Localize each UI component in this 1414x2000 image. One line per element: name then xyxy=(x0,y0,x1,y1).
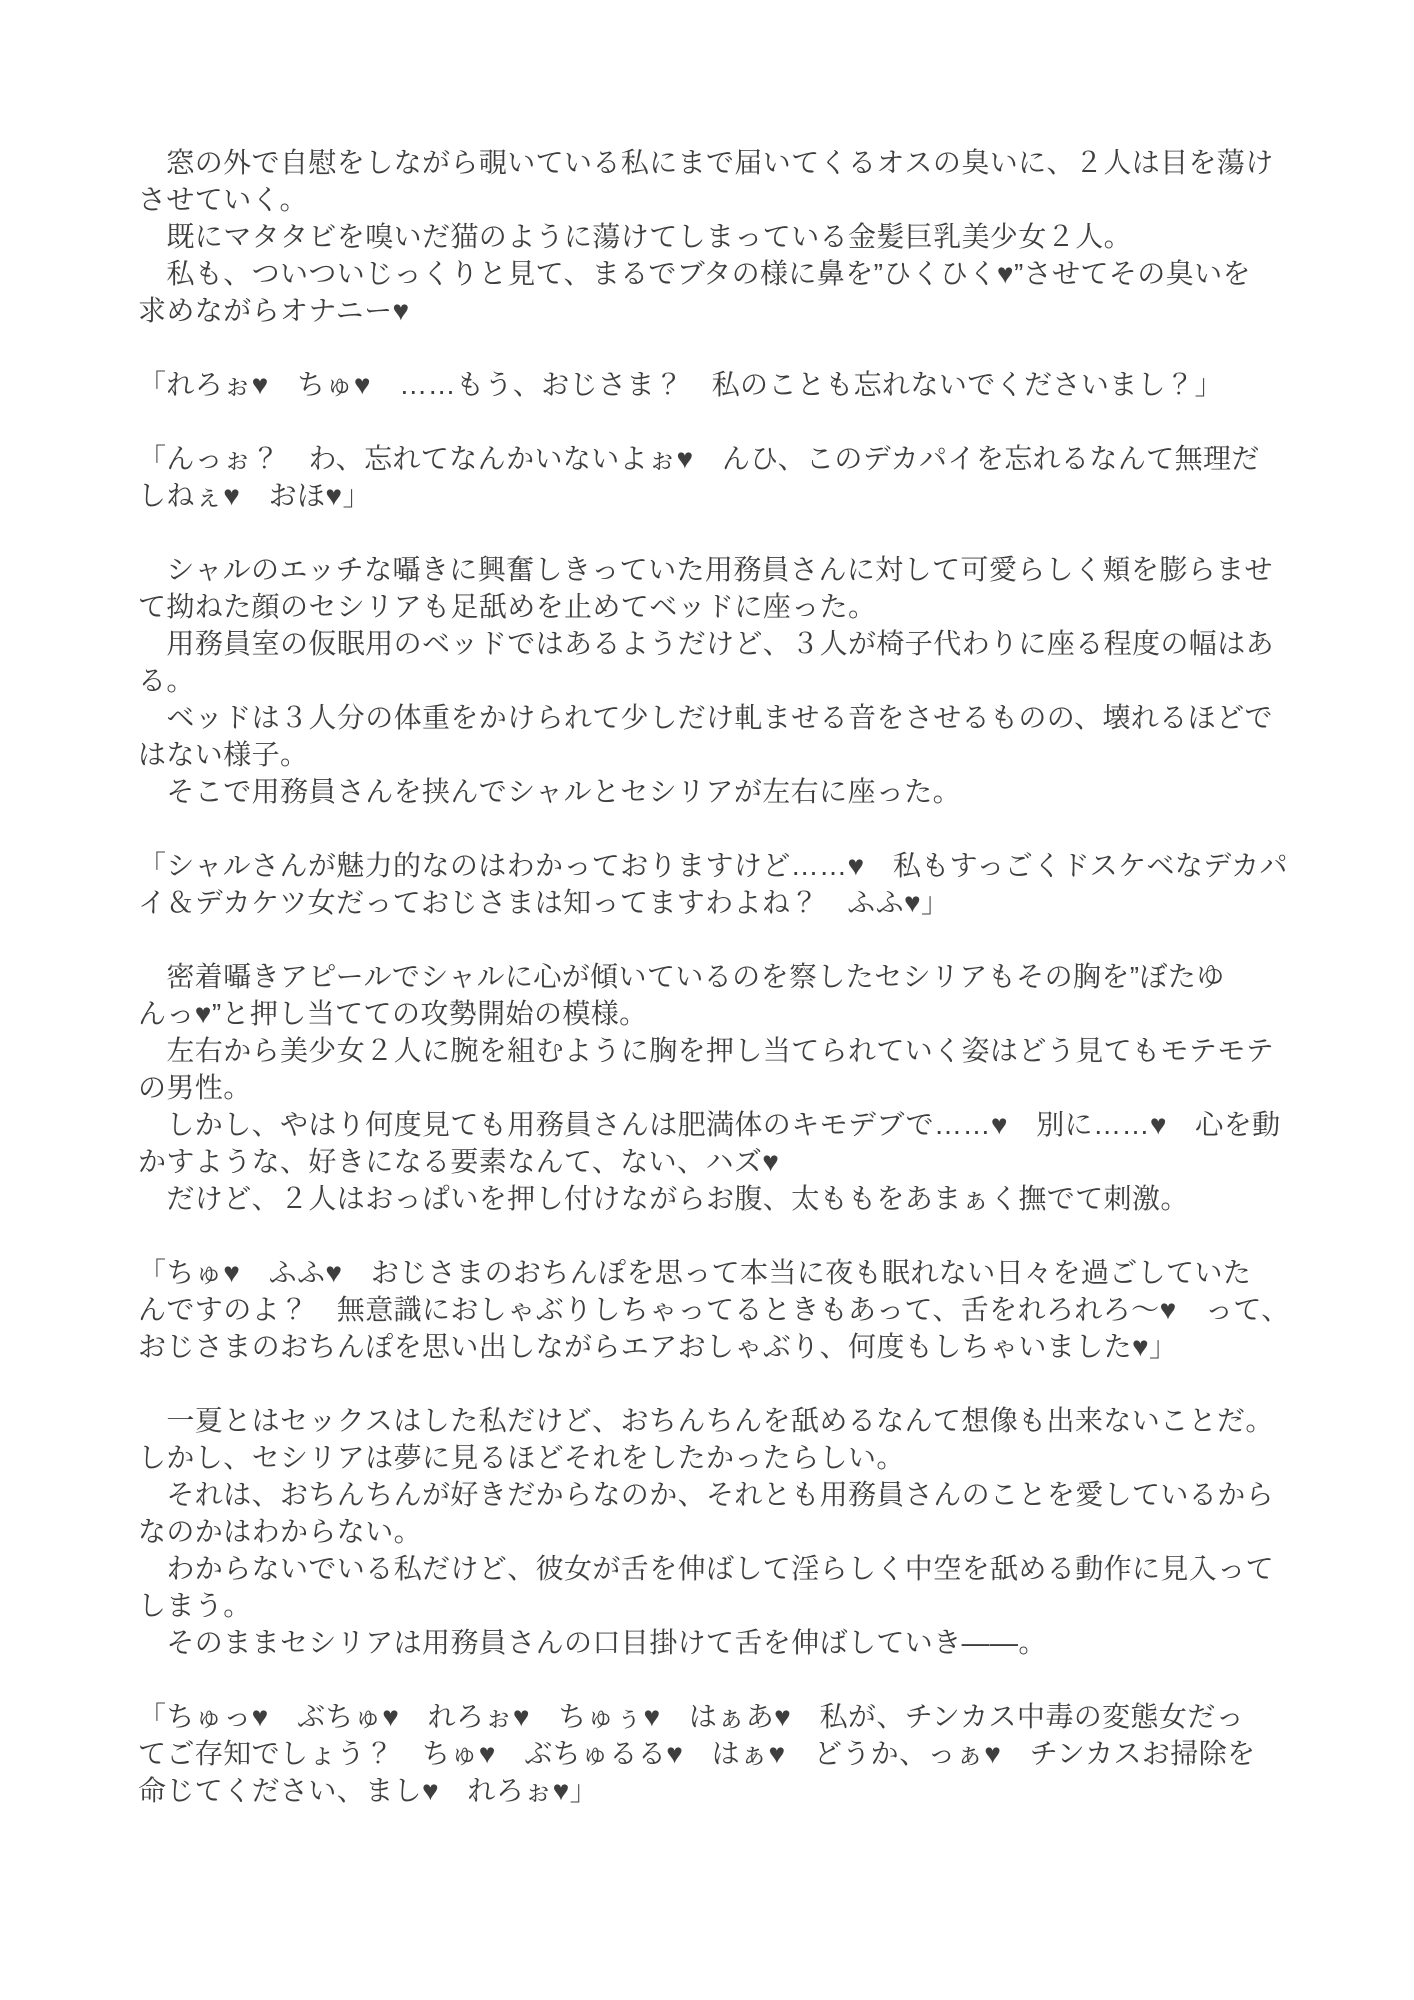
text-line: 「れろぉ♥ ちゅ♥ ……もう、おじさま？ 私のことも忘れないでくださいまし？」 xyxy=(138,369,1223,400)
text-line: ベッドは３人分の体重をかけられて少しだけ軋ませる音をさせるものの、壊れるほどで xyxy=(138,702,1273,733)
text-line: おじさまのおちんぽを思い出しながらエアおしゃぶり、何度もしちゃいました♥」 xyxy=(138,1331,1178,1362)
paragraph xyxy=(138,366,1294,403)
paragraph xyxy=(138,440,1294,514)
text-line: させていく。 xyxy=(138,184,308,215)
text-line: そのままセシリアは用務員さんの口目掛けて舌を伸ばしていき――。 xyxy=(138,1627,1047,1658)
story-text xyxy=(138,144,1294,1809)
text-line: シャルのエッチな囁きに興奮しきっていた用務員さんに対して可愛らしく頬を膨らませ xyxy=(138,554,1273,585)
text-line: 「ちゅ♥ ふふ♥ おじさまのおちんぽを思って本当に夜も眠れない日々を過ごしていた xyxy=(138,1257,1252,1288)
text-line: それは、おちんちんが好きだからなのか、それとも用務員さんのことを愛しているから xyxy=(138,1479,1275,1510)
text-line: そこで用務員さんを挟んでシャルとセシリアが左右に座った。 xyxy=(138,776,962,807)
text-line: 「ちゅっ♥ ぶちゅ♥ れろぉ♥ ちゅぅ♥ はぁあ♥ 私が、チンカス中毒の変態女だっ xyxy=(138,1701,1245,1732)
text-line: 用務員室の仮眠用のベッドではあるようだけど、３人が椅子代わりに座る程度の幅はあ xyxy=(138,628,1275,659)
text-line: 「んっぉ？ わ、忘れてなんかいないよぉ♥ んひ、このデカパイを忘れるなんて無理だ xyxy=(138,443,1260,474)
text-line: 私も、ついついじっくりと見て、まるでブタの様に鼻を”ひくひく♥”させてその臭いを xyxy=(138,258,1251,289)
text-line: んっ♥”と押し当てての攻勢開始の模様。 xyxy=(138,998,648,1029)
text-line: 密着囁きアピールでシャルに心が傾いているのを察したセシリアもその胸を”ぼたゆ xyxy=(138,961,1225,992)
text-line: はない様子。 xyxy=(138,739,309,770)
text-line: わからないでいる私だけど、彼女が舌を伸ばして淫らしく中空を舐める動作に見入って xyxy=(138,1553,1275,1584)
text-line: しかし、セシリアは夢に見るほどそれをしたかったらしい。 xyxy=(138,1442,905,1473)
text-line: 求めながらオナニー♥ xyxy=(138,295,410,326)
text-line: 窓の外で自慰をしながら覗いている私にまで届いてくるオスの臭いに、２人は目を蕩け xyxy=(138,147,1274,178)
text-line: しまう。 xyxy=(138,1590,252,1621)
paragraph xyxy=(138,144,1294,329)
paragraph xyxy=(138,551,1294,810)
paragraph xyxy=(138,1698,1294,1809)
text-line: る。 xyxy=(138,665,195,696)
text-line: 既にマタタビを嗅いだ猫のように蕩けてしまっている金髪巨乳美少女２人。 xyxy=(138,221,1133,252)
text-line: て拗ねた顔のセシリアも足舐めを止めてベッドに座った。 xyxy=(138,591,877,622)
paragraph xyxy=(138,847,1294,921)
text-line: 一夏とはセックスはした私だけど、おちんちんを舐めるなんて想像も出来ないことだ。 xyxy=(138,1405,1274,1436)
text-line: 命じてください、まし♥ れろぉ♥」 xyxy=(138,1775,599,1806)
text-line: の男性。 xyxy=(138,1072,252,1103)
text-line: 左右から美少女２人に腕を組むように胸を押し当てられていく姿はどう見てもモテモテ xyxy=(138,1035,1275,1066)
text-line: かすような、好きになる要素なんて、ない、ハズ♥ xyxy=(138,1146,780,1177)
text-line: なのかはわからない。 xyxy=(138,1516,423,1547)
paragraph xyxy=(138,1254,1294,1365)
paragraph xyxy=(138,958,1294,1217)
paragraph xyxy=(138,1402,1294,1661)
text-line: てご存知でしょう？ ちゅ♥ ぶちゅるる♥ はぁ♥ どうか、っぁ♥ チンカスお掃除を xyxy=(138,1738,1256,1769)
text-line: んですのよ？ 無意識におしゃぶりしちゃってるときもあって、舌をれろれろ～♥ って、 xyxy=(138,1294,1290,1325)
text-line: 「シャルさんが魅力的なのはわかっておりますけど……♥ 私もすっごくドスケベなデカパ xyxy=(138,850,1288,881)
text-line: だけど、２人はおっぱいを押し付けながらお腹、太ももをあまぁく撫でて刺激。 xyxy=(138,1183,1189,1214)
text-line: しかし、やはり何度見ても用務員さんは肥満体のキモデブで……♥ 別に……♥ 心を動 xyxy=(138,1109,1281,1140)
text-line: しねぇ♥ おほ♥」 xyxy=(138,480,371,511)
text-line: イ＆デカケツ女だっておじさまは知ってますわよね？ ふふ♥」 xyxy=(138,887,950,918)
